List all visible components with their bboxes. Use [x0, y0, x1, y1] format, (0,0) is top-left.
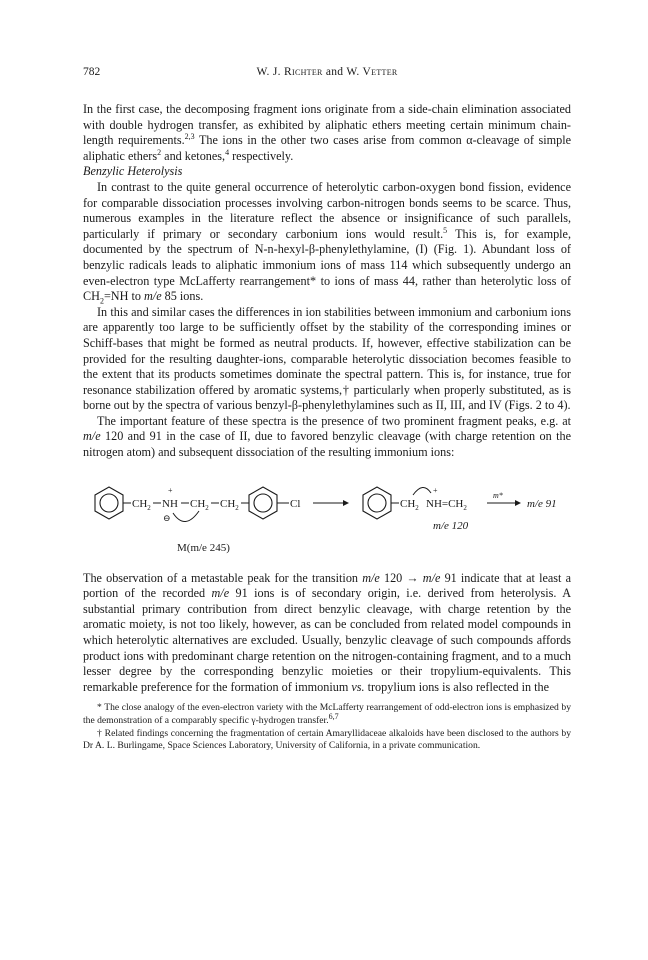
ch2-3: $CH_2$ [220, 497, 239, 512]
molecular-ion-label: M(m/e 245) [177, 541, 230, 554]
paragraph-1 [83, 102, 571, 164]
author-sc-1: ichter [291, 66, 323, 78]
ref-4: 4 [225, 147, 230, 157]
p5-mz-2: m/e [422, 570, 441, 585]
benzene-ring-2 [249, 487, 277, 519]
p5-text-c: 91 indicate that at least a portion of the recorded [83, 570, 571, 601]
footnote-2: † Related findings concerning the fragmentation of certain Amaryllidaceae alkaloids have been disclosed to the authors by Dr A. L. Burlingame, Space Sciences Laboratory, University of California, in a private communication. [83, 727, 571, 752]
ch2-4: $CH_2$ [400, 497, 419, 512]
ch2-1: $CH_2$ [132, 497, 151, 512]
p4-text-b: 120 and 91 in the case of II, due to favored benzylic cleavage (with charge retention on the nitrogen atom) and subsequent dissociation of the resulting immonium ions: [83, 429, 571, 460]
minus-sign: ⊖ [163, 512, 171, 523]
metastable-label: m* [493, 490, 503, 500]
nh-group: NH [162, 497, 178, 510]
reaction-scheme [83, 473, 571, 563]
ref-2-3: 2,3 [184, 132, 195, 142]
author-prefix-1: W. J. R [256, 66, 292, 78]
p1-text-c: and ketones, [161, 148, 226, 163]
p5-text-a: The observation of a metastable peak for the transition [83, 570, 363, 585]
benzene-ring-1 [95, 487, 123, 519]
paragraph-5 [83, 571, 571, 696]
product-120-label: m/e 120 [433, 519, 469, 532]
article-body [83, 102, 571, 752]
p4-mz: m/e [83, 429, 101, 444]
p2-text-d: 85 ions. [161, 289, 204, 304]
imm-plus: + [433, 485, 438, 495]
p2-text-c: =NH to [103, 289, 144, 304]
paragraph-4 [83, 414, 571, 461]
benzene-ring-3 [363, 487, 391, 519]
ref-6-7: 6,7 [328, 711, 339, 721]
chlorine: Cl [290, 497, 301, 510]
reaction-arrow-2 [487, 500, 521, 506]
p4-text-a: The important feature of these spectra is the presence of two prominent fragment peaks, e.g. at [97, 413, 571, 428]
running-header [83, 66, 571, 82]
heterolysis-arrow [413, 487, 431, 495]
p1-text: In the first case, the decomposing fragment ions originate from a side-chain elimination associated with double hydrogen transfer, as exhibited by aliphatic ethers meeting certain minimum chain-length requirements. [83, 102, 571, 148]
p1-text-d: respectively. [229, 148, 294, 163]
p1-text-b: The ions in the other two cases arise from common α-cleavage of simple aliphatic ethers [83, 133, 571, 163]
paragraph-2 [83, 180, 571, 305]
running-title [83, 66, 571, 78]
p2-mz: m/e [144, 289, 162, 304]
p5-mz-1: m/e [362, 570, 380, 585]
ref-5: 5 [443, 225, 448, 235]
footnote-1 [83, 702, 571, 726]
p5-text-d: 91 ions is of secondary origin, i.e. derived from heterolysis. A substantial primary contribution from direct benzylic cleavage, with charge retention by the aromatic moiety, is not too likely, however, as can be concluded from related model compounds in which heterolytic alternatives are excluded. Usually, benzylic cleavage of such compounds affords product ions with predominant charge retention on the nitrogen-containing fragment, and to a much lesser degree by the corresponding benzylic moieties or their tropylium-equivalents. This remarkable preference for the formation of immonium [83, 586, 572, 694]
footnote-1-text: * The close analogy of the even-electron variety with the McLafferty rearrangement of odd-electron ions is emphasized by the demonstration of a comparably specific γ-hydrogen transfer. [83, 702, 571, 726]
p5-vs: vs. [351, 679, 365, 694]
nh-plus: + [168, 485, 173, 495]
p2-subscript: 2 [99, 296, 104, 306]
p2-text-b: This is, for example, documented by the spectrum of N-n-hexyl-β-phenylethylamine, (I) (Fig. 1). Abundant loss of benzylic radicals leads to aliphatic immonium ions of mass 114 which subsequently undergo an even-electron type McLafferty rearrangement* to ions of mass 44, rather than heterolytic loss of CH [83, 226, 572, 304]
section-heading: Benzylic Heterolysis [83, 164, 183, 179]
cleavage-arrow [173, 511, 199, 522]
reaction-scheme-figure [81, 473, 573, 563]
immonium-group: $NH=CH_2$ [426, 497, 467, 512]
journal-page [83, 66, 571, 753]
paragraph-3: In this and similar cases the differences in ion stabilities between immonium and carbonium ions are apparently too large to be sufficiently offset by the stability of the corresponding imines or Schiff-bases that might be formed as neutral products. If, however, effective stabilization can be provided for the resulting daughter-ions, comparable heterolytic dissociation becomes feasible to the extent that its products sometimes dominate the spectral pattern. This is, for instance, true for resonance stabilization offered by aromatic systems,† particularly when properly substituted, as is borne out by the spectra of various benzyl-β-phenylethylamines such as II, III, and IV (Figs. 2 to 4). [83, 304, 571, 413]
page-number: 782 [83, 66, 101, 78]
ch2-2: $CH_2$ [190, 497, 209, 512]
author-sc-2: etter [371, 66, 398, 78]
p5-mz-3: m/e [211, 586, 230, 601]
ref-2: 2 [157, 147, 162, 157]
reaction-arrow-1 [313, 500, 349, 506]
p2-text-a: In contrast to the quite general occurrence of heterolytic carbon-oxygen bond fission, evidence for comparable dissociation processes involving carbon-nitrogen bonds seems to be scarce. Thus, numerous examples in the literature reflect the absence or insignificance of such parallels, particularly if primary or secondary carbonium ions would result. [83, 179, 571, 241]
author-mid: and W. V [322, 66, 372, 78]
footnotes [83, 702, 571, 752]
p5-text-e: tropylium ions is also reflected in the [364, 679, 550, 694]
product-91-label: m/e 91 [527, 497, 557, 510]
p5-text-b: 120 → [379, 570, 423, 585]
